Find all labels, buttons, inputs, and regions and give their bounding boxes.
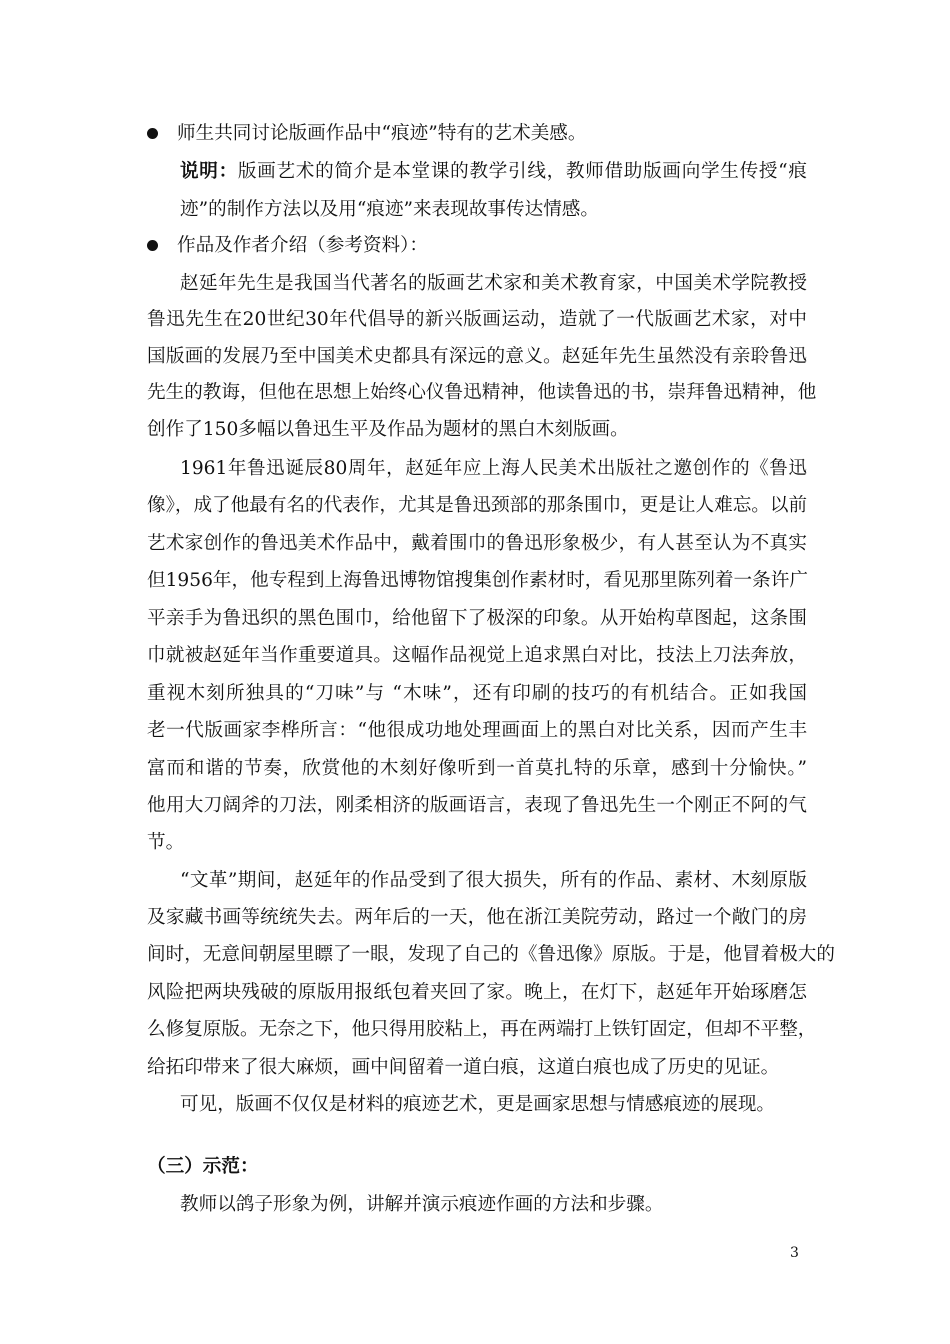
para3-line: “文革”期间，赵延年的作品受到了很大损失，所有的作品、素材、木刻原版 <box>180 870 807 891</box>
para3-line: 间时，无意间朝屋里瞟了一眼，发现了自己的《鲁迅像》原版。于是，他冒着极大的 <box>147 944 835 965</box>
para1-line: 先生的教诲，但他在思想上始终心仪鲁迅精神，他读鲁迅的书，崇拜鲁迅精神，他 <box>147 382 817 403</box>
bullet-item-introduction: 作品及作者介绍（参考资料）： <box>177 235 429 256</box>
note-line-2: 迹”的制作方法以及用“痕迹”来表现故事传达情感。 <box>180 199 599 220</box>
para2-line: 富而和谐的节奏，欣赏他的木刻好像听到一首莫扎特的乐章，感到十分愉快。” <box>147 758 807 779</box>
para3-line: 及家藏书画等统统失去。两年后的一天，他在浙江美院劳动，路过一个敞门的房 <box>147 907 807 928</box>
para3-line: 么修复原版。无奈之下，他只得用胶粘上，再在两端打上铁钉固定，但却不平整， <box>147 1019 817 1040</box>
para2-line: 像》，成了他最有名的代表作，尤其是鲁迅颈部的那条围巾，更是让人难忘。以前 <box>147 495 808 516</box>
para2-line: 艺术家创作的鲁迅美术作品中，戴着围巾的鲁迅形象极少，有人甚至认为不真实 <box>147 533 807 554</box>
note-line-1 <box>180 159 807 185</box>
section-body: 教师以鸽子形象为例，讲解并演示痕迹作画的方法和步骤。 <box>180 1194 664 1215</box>
note-label: 说明： <box>180 161 238 182</box>
para2-line: 重视木刻所独具的“刀味”与 “木味”，还有印刷的技巧的有机结合。正如我国 <box>147 683 807 704</box>
section-heading: （三）示范： <box>147 1156 259 1177</box>
para2-line: 平亲手为鲁迅织的黑色围巾，给他留下了极深的印象。从开始构草图起，这条围 <box>147 608 807 629</box>
para4-line: 可见，版画不仅仅是材料的痕迹艺术，更是画家思想与情感痕迹的展现。 <box>180 1094 776 1115</box>
para3-line: 风险把两块残破的原版用报纸包着夹回了家。晚上，在灯下，赵延年开始琢磨怎 <box>147 982 807 1003</box>
para1-line: 创作了150多幅以鲁迅生平及作品为题材的黑白木刻版画。 <box>147 419 629 440</box>
para1-line: 国版画的发展乃至中国美术史都具有深远的意义。赵延年先生虽然没有亲聆鲁迅 <box>147 346 807 367</box>
para3-line: 给拓印带来了很大麻烦，画中间留着一道白痕，这道白痕也成了历史的见证。 <box>147 1057 780 1078</box>
para2-line: 1961年鲁迅诞辰80周年，赵延年应上海人民美术出版社之邀创作的《鲁迅 <box>180 458 807 479</box>
bullet-dot <box>147 128 158 139</box>
note-text-1: 版画艺术的简介是本堂课的教学引线，教师借助版画向学生传授“痕 <box>237 161 807 182</box>
bullet-dot <box>147 240 158 251</box>
para2-line: 但1956年，他专程到上海鲁迅博物馆搜集创作素材时，看见那里陈列着一条许广 <box>147 570 808 591</box>
para1-line: 鲁迅先生在20世纪30年代倡导的新兴版画运动，造就了一代版画艺术家，对中 <box>147 309 807 330</box>
para2-line: 他用大刀阔斧的刀法，刚柔相济的版画语言，表现了鲁迅先生一个刚正不阿的气 <box>147 795 807 816</box>
para1-line: 赵延年先生是我国当代著名的版画艺术家和美术教育家，中国美术学院教授 <box>180 273 807 294</box>
para2-line: 巾就被赵延年当作重要道具。这幅作品视觉上追求黑白对比，技法上刀法奔放， <box>147 645 807 666</box>
bullet-item-discussion: 师生共同讨论版画作品中“痕迹”特有的艺术美感。 <box>177 123 587 144</box>
para2-line: 老一代版画家李桦所言：“他很成功地处理画面上的黑白对比关系，因而产生丰 <box>147 720 807 741</box>
para2-line: 节。 <box>147 832 185 853</box>
page-number: 3 <box>790 1245 799 1261</box>
